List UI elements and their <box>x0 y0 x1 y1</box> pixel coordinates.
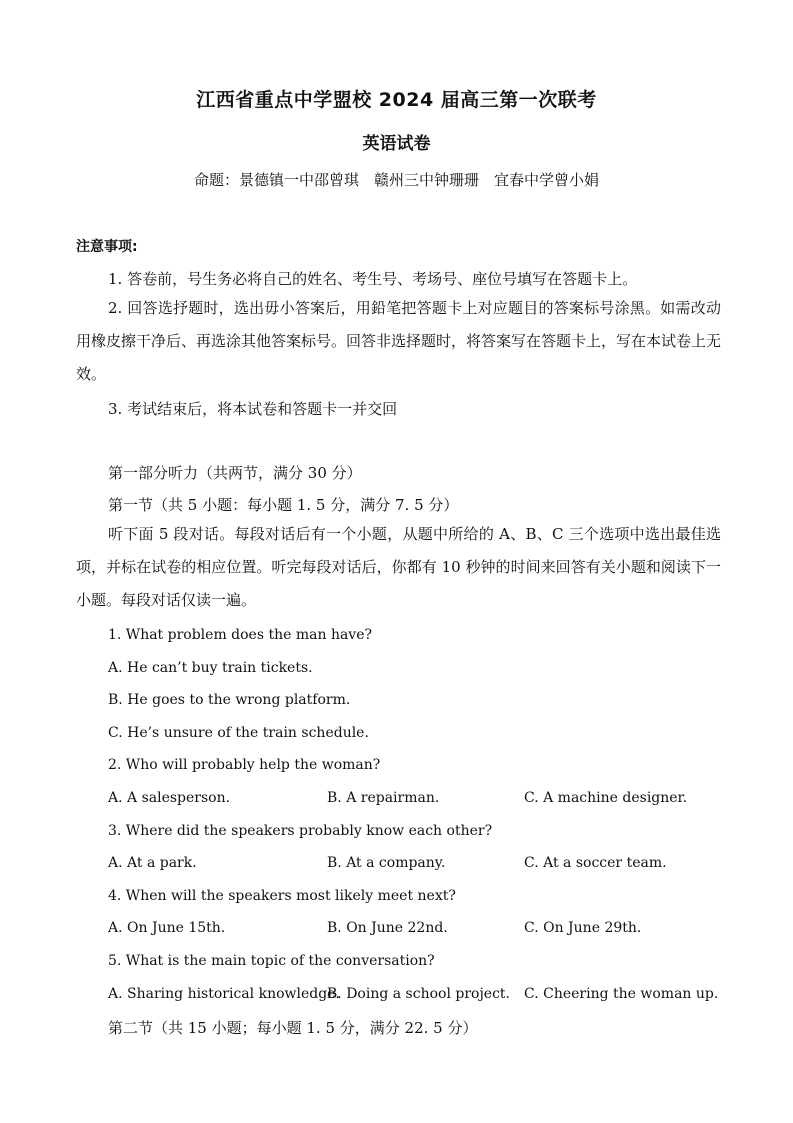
notice-item-2: 2. 回答选抒题时，选出毋小答案后，用鉛笔把答题卡上对应题目的答案标号涂黑。如需改动用橡皮擦干净后、再选涂其他答案标号。回答非选择题时，将答案写在答题卡上，写在本试卷上无效。 <box>76 299 722 383</box>
question-4-option-a: A. On June 15th. <box>108 920 226 936</box>
section1-heading: 第一节（共 5 小题：每小题 1. 5 分，满分 7. 5 分） <box>108 496 459 514</box>
question-4-option-b: B. On June 22nd. <box>327 920 448 936</box>
exam-title: 江西省重点中学盟校 2024 届高三第一次联考 <box>196 89 597 111</box>
question-3-stem: 3. Where did the speakers probably know each other? <box>108 823 493 839</box>
question-1-option-c: C. He’s unsure of the train schedule. <box>108 725 369 741</box>
question-5-option-a: A. Sharing historical knowledge. <box>108 986 340 1002</box>
question-1-stem: 1. What problem does the man have? <box>108 627 373 643</box>
part1-heading: 第一部分听力（共两节，满分 30 分） <box>108 464 362 482</box>
section1-instructions: 听下面 5 段对话。每段对话后有一个小题，从题中所给的 A、B、C 三个选项中选出最佳选项，并标在试卷的相应位置。听完每段对话后，你都有 10 秒钟的时间来回答有关小题和阅读下一小题。每段对话仅读一遍。 <box>76 525 721 609</box>
notice-item-1: 1. 答卷前，号生务必将自己的姓名、考生号、考场号、座位号填写在答题卡上。 <box>108 270 638 288</box>
exam-authors: 命题：景德镇一中邵曾琪 赣州三中钟珊珊 宜春中学曾小娟 <box>193 171 599 189</box>
exam-subtitle: 英语试卷 <box>362 134 431 154</box>
question-4-option-c: C. On June 29th. <box>524 920 642 936</box>
question-5-stem: 5. What is the main topic of the conversation? <box>108 953 435 969</box>
question-5-option-c: C. Cheering the woman up. <box>524 986 719 1002</box>
question-3-option-c: C. At a soccer team. <box>524 855 667 871</box>
question-3-option-b: B. At a company. <box>327 855 446 871</box>
question-5-option-b: B. Doing a school project. <box>327 986 510 1002</box>
section2-heading: 第二节（共 15 小题；每小题 1. 5 分，满分 22. 5 分） <box>108 1019 478 1037</box>
question-2-stem: 2. Who will probably help the woman? <box>108 757 381 773</box>
question-1-option-b: B. He goes to the wrong platform. <box>108 692 351 708</box>
question-2-option-c: C. A machine designer. <box>524 790 688 806</box>
question-3-option-a: A. At a park. <box>108 855 197 871</box>
question-1-option-a: A. He can’t buy train tickets. <box>108 660 313 676</box>
question-2-option-a: A. A salesperson. <box>108 790 231 806</box>
notice-item-3: 3. 考试结束后，将本试卷和答题卡一并交回 <box>108 400 398 418</box>
question-4-stem: 4. When will the speakers most likely meet next? <box>108 888 456 904</box>
notice-heading: 注意事项: <box>76 239 138 255</box>
question-2-option-b: B. A repairman. <box>327 790 440 806</box>
